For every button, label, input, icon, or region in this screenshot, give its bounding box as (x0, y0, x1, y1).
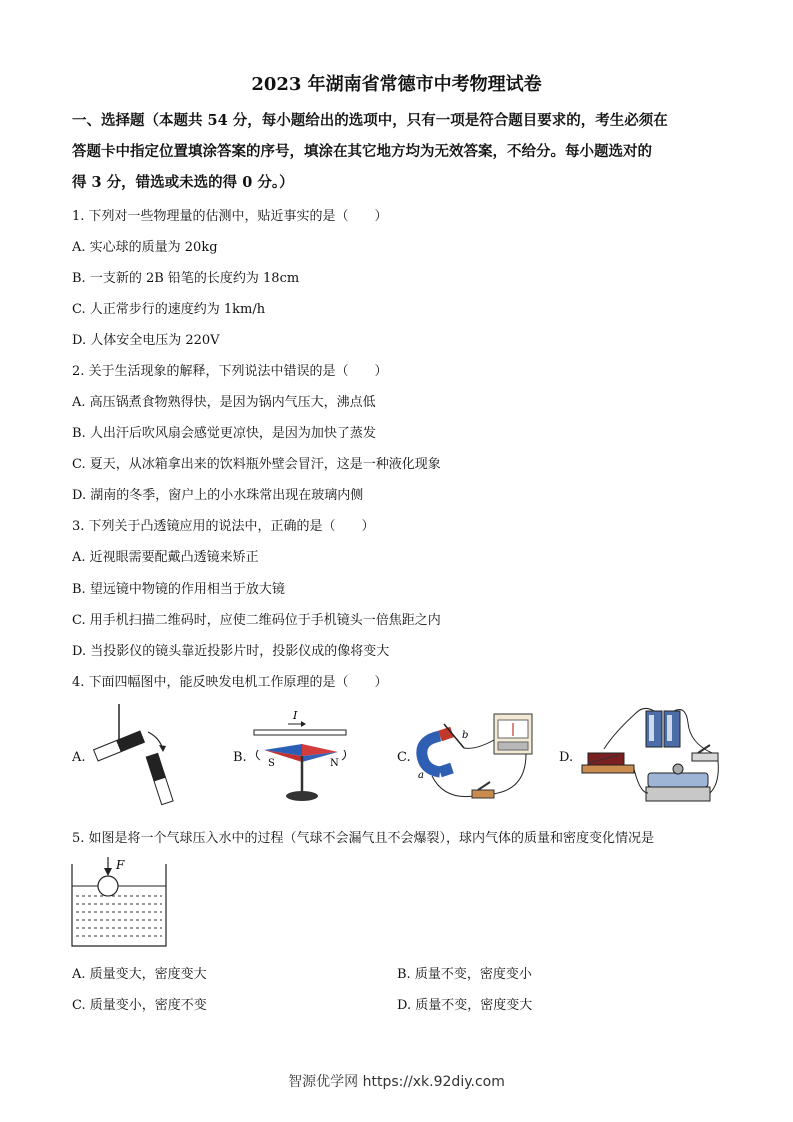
question-2-stem: 2. 关于生活现象的解释，下列说法中错误的是（ ） (72, 364, 388, 379)
question-3-option-c: C. 用手机扫描二维码时，应使二维码位于手机镜头一倍焦距之内 (72, 613, 441, 628)
question-3-option-b: B. 望远镜中物镜的作用相当于放大镜 (72, 582, 285, 597)
question-3-option-a: A. 近视眼需要配戴凸透镜来矫正 (72, 550, 259, 565)
question-4-stem: 4. 下面四幅图中，能反映发电机工作原理的是（ ） (72, 675, 388, 690)
north-pole-label: N (330, 758, 339, 769)
question-5-option-c: C. 质量变小，密度不变 (72, 998, 207, 1013)
page-title: 2023 年湖南省常德市中考物理试卷 (251, 74, 542, 95)
figure-c-label: C. (397, 750, 411, 765)
figure-balloon-in-water (70, 854, 170, 950)
figure-a-swinging-magnet (90, 702, 200, 810)
question-5-stem: 5. 如图是将一个气球压入水中的过程（气球不会漏气且不会爆裂），球内气体的质量和密度变化情况是 (72, 831, 655, 846)
section-heading-line-3: 得 3 分，错选或未选的得 0 分。） (72, 174, 294, 191)
question-5-option-b: B. 质量不变，密度变小 (397, 967, 532, 982)
section-heading-line-1: 一、选择题（本题共 54 分，每小题给出的选项中，只有一项是符合题目要求的，考生必须在 (72, 112, 668, 129)
question-1-option-d: D. 人体安全电压为 220V (72, 333, 220, 348)
force-label: F (116, 858, 125, 872)
footer-watermark: 智源优学网 https://xk.92diy.com (288, 1074, 505, 1090)
figure-d-battery-circuit (574, 703, 724, 809)
question-3-option-d: D. 当投影仪的镜头靠近投影片时，投影仪成的像将变大 (72, 644, 390, 659)
figure-d-label: D. (559, 750, 574, 765)
figure-b-compass-under-wire (250, 706, 350, 806)
current-label: I (293, 709, 298, 722)
figure-a-label: A. (72, 750, 86, 765)
section-heading-line-2: 答题卡中指定位置填涂答案的序号，填涂在其它地方均为无效答案，不给分。每小题选对的 (72, 143, 652, 160)
figure-c-galvanometer-circuit (414, 710, 544, 806)
wire-a-label: a (418, 770, 424, 781)
figure-b-label: B. (233, 750, 247, 765)
question-1-option-a: A. 实心球的质量为 20kg (72, 240, 218, 255)
question-5-option-a: A. 质量变大，密度变大 (72, 967, 207, 982)
question-2-option-d: D. 湖南的冬季，窗户上的小水珠常出现在玻璃内侧 (72, 488, 364, 503)
question-1-stem: 1. 下列对一些物理量的估测中，贴近事实的是（ ） (72, 209, 388, 224)
question-3-stem: 3. 下列关于凸透镜应用的说法中，正确的是（ ） (72, 519, 375, 534)
question-2-option-b: B. 人出汗后吹风扇会感觉更凉快，是因为加快了蒸发 (72, 426, 376, 441)
question-1-option-b: B. 一支新的 2B 铅笔的长度约为 18cm (72, 271, 300, 286)
question-5-option-d: D. 质量不变，密度变大 (397, 998, 533, 1013)
south-pole-label: S (268, 758, 275, 769)
question-2-option-c: C. 夏天，从冰箱拿出来的饮料瓶外壁会冒汗，这是一种液化现象 (72, 457, 441, 472)
question-2-option-a: A. 高压锅煮食物熟得快，是因为锅内气压大，沸点低 (72, 395, 376, 410)
question-1-option-c: C. 人正常步行的速度约为 1km/h (72, 302, 266, 317)
wire-b-label: b (462, 730, 469, 741)
